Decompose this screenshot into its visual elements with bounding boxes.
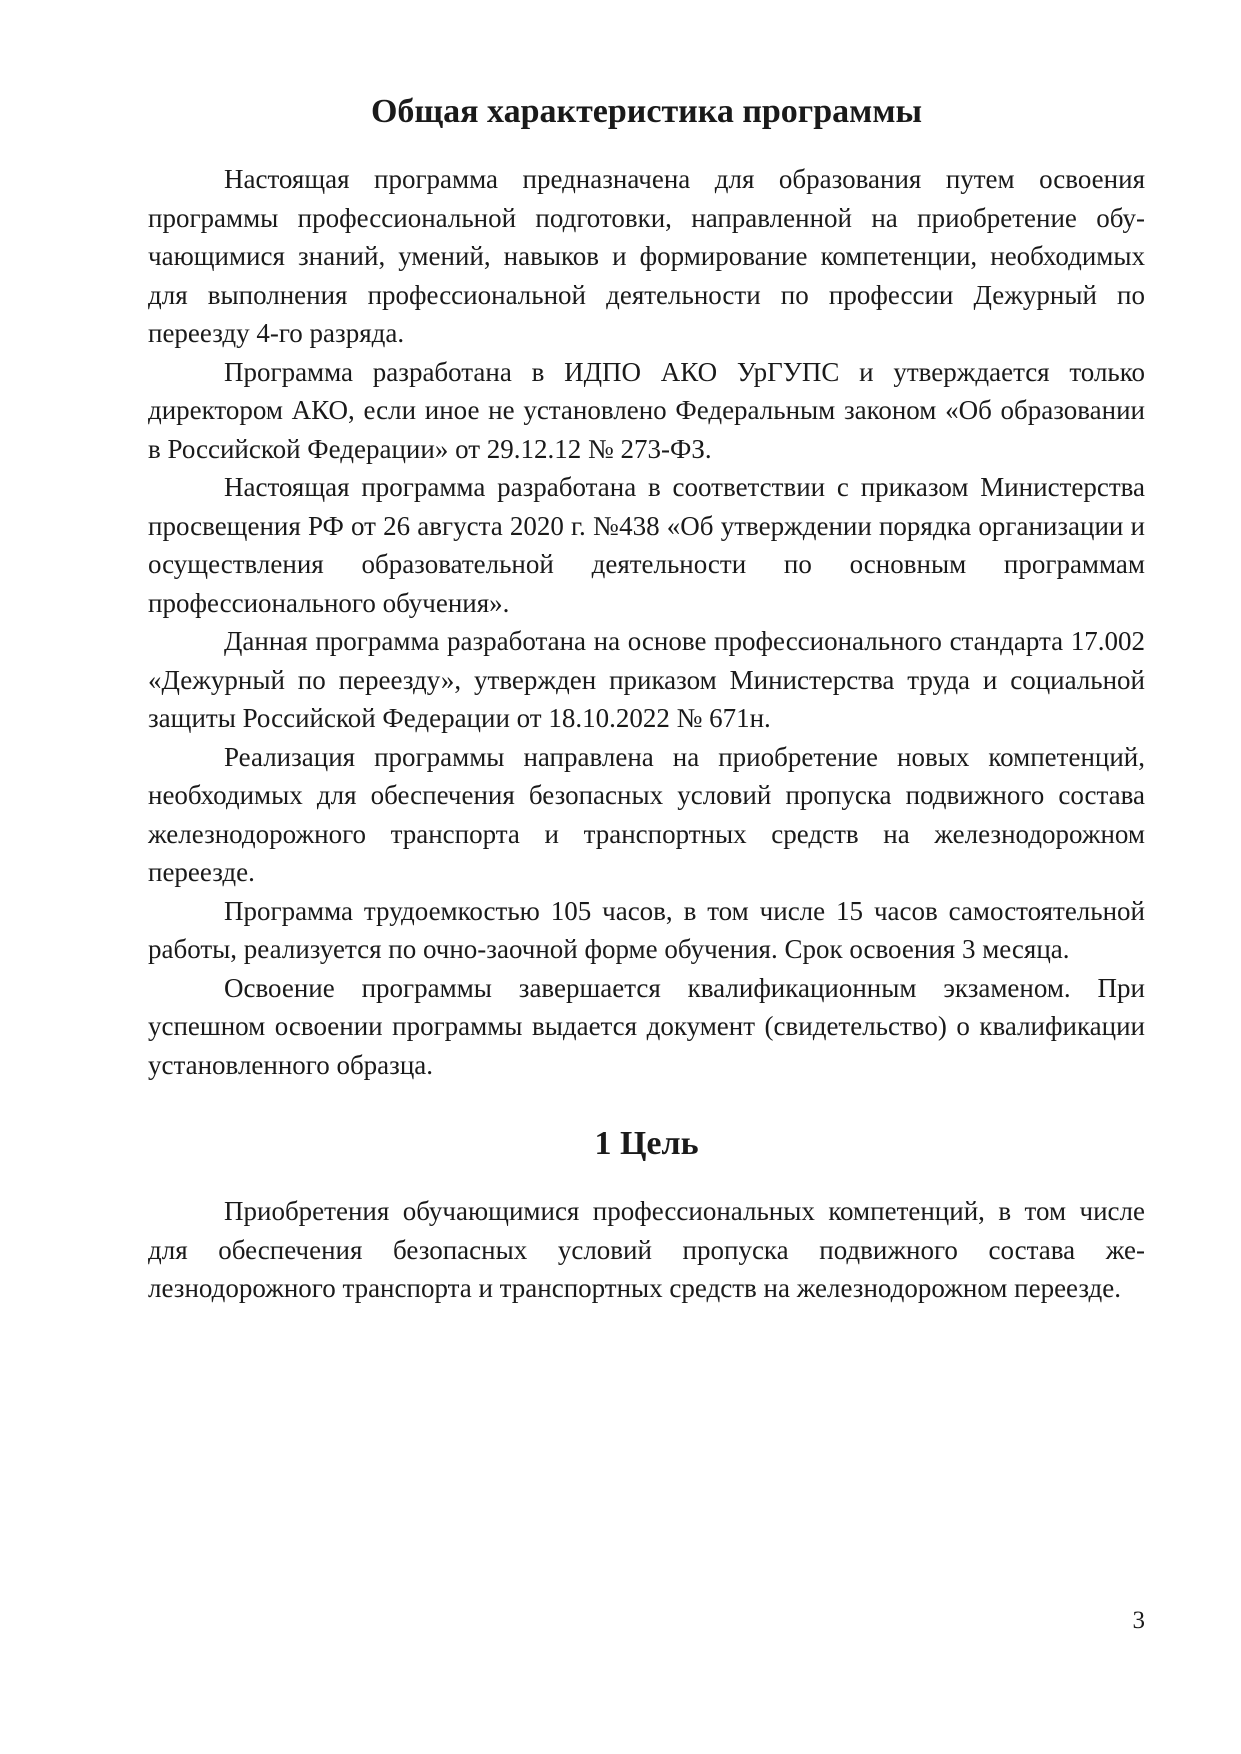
paragraph-purpose: Настоящая программа предназначена для образования путем освоения программы профессиональной подготовки, направленной на приобретение обучающимися знаний, умений, навыков и формирование компетенции, необходимых для выполнения профессиональной деятельности по профессии Дежурный по переезду 4-го разряда. <box>148 164 1145 348</box>
paragraph-standard-basis: Данная программа разработана на основе профессионального стандарта 17.002 «Дежурный по переезду», утвержден приказом Министерства труда и социальной защиты Российской Федерации от 18.10.2022 № 671н. <box>148 626 1145 733</box>
page-number: 3 <box>1132 1607 1145 1634</box>
paragraph-order-basis: Настоящая программа разработана в соответствии с приказом Министерства просвещения РФ от 26 августа 2020 г. №438 «Об утверждении порядка организации и осуществления образовательной деятельности по основным программам профессионального обучения». <box>148 472 1145 618</box>
paragraph-goal: Приобретения обучающимися профессиональных компетенций, в том числе для обеспечения безопасных условий пропуска подвижного состава железнодорожного транспорта и транспортных средств на железнодорожном переезде. <box>148 1196 1145 1303</box>
document-title: Общая характеристика программы <box>370 93 923 130</box>
paragraph-exam: Освоение программы завершается квалификационным экзаменом. При успешном освоении программы выдается документ (свидетельство) о квалификации установленного образца. <box>148 972 1145 1080</box>
paragraph-implementation: Реализация программы направлена на приобретение новых компетенций, необходимых для обеспечения безопасных условий пропуска подвижного состава железнодорожного транспорта и транспортных средств на железнодорожном переезде. <box>148 741 1145 887</box>
section-heading-goal: 1 Цель <box>594 1125 699 1162</box>
page-content <box>148 88 1145 1308</box>
paragraph-approval: Программа разработана в ИДПО АКО УрГУПС и утверждается только директором АКО, если иное не установлено Федеральным законом «Об образовании в Российской Федерации» от 29.12.12 № 273-ФЗ. <box>148 356 1145 464</box>
paragraph-workload: Программа трудоемкостью 105 часов, в том числе 15 часов самостоятельной работы, реализуется по очно-заочной форме обучения. Срок освоения 3 месяца. <box>148 895 1145 964</box>
